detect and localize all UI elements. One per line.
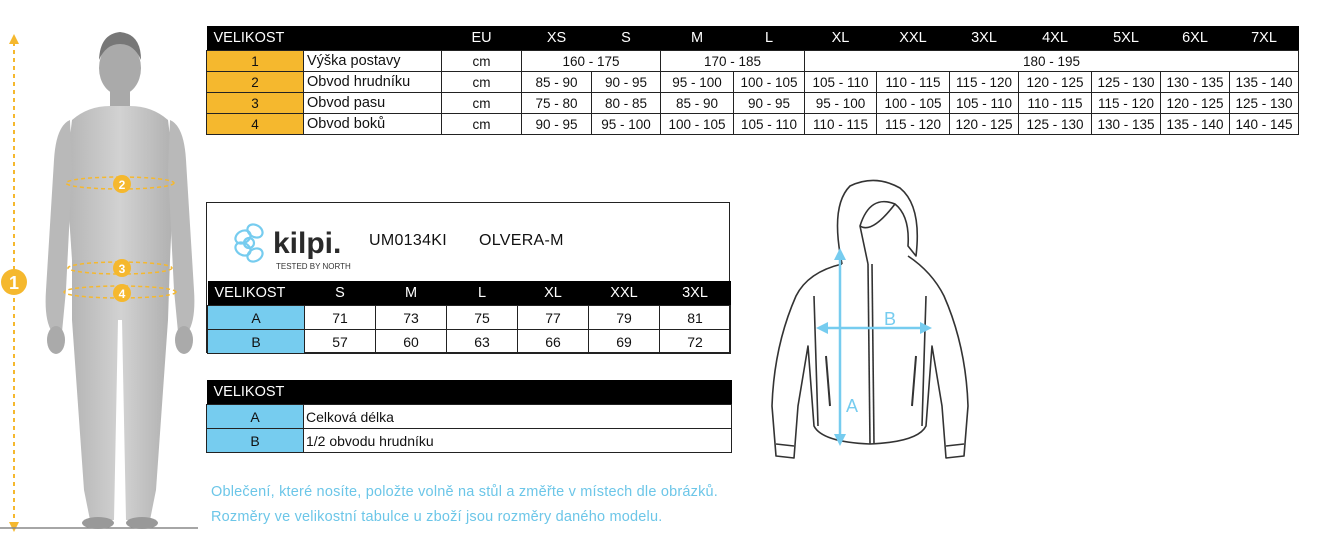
table-cell: 81 [660,306,731,330]
table-cell: 100 - 105 [734,72,805,93]
model-dimensions-note: Rozměry ve velikostní tabulce u zboží jsou rozměry daného modelu. [211,509,663,525]
size-header-velikost: VELIKOST [207,26,442,51]
size-header-xxl: XXL [877,26,950,51]
table-cell: 77 [518,306,589,330]
row-number: 3 [207,93,304,114]
legend-key: A [207,405,304,429]
marker-height: 1 [8,273,20,293]
size-header-eu: EU [442,26,522,51]
table-cell: 105 - 110 [950,93,1019,114]
product-header-xxl: XXL [589,281,660,306]
row-unit: cm [442,114,522,135]
row-label: Obvod boků [304,114,442,135]
product-header [207,203,729,281]
row-number: 1 [207,51,304,72]
table-cell: 75 - 80 [522,93,592,114]
table-cell: 95 - 100 [592,114,661,135]
legend-description: 1/2 obvodu hrudníku [304,429,732,453]
table-cell: 90 - 95 [734,93,805,114]
row-label: Obvod pasu [304,93,442,114]
table-cell: 110 - 115 [877,72,950,93]
table-cell: 120 - 125 [1161,93,1230,114]
size-table-header-row [207,26,1299,51]
table-cell: 80 - 85 [592,93,661,114]
table-row [207,405,732,429]
size-header-3xl: 3XL [950,26,1019,51]
product-measurement-table [207,281,731,354]
table-cell: 63 [447,330,518,354]
size-header-l: L [734,26,805,51]
row-unit: cm [442,93,522,114]
legend-description: Celková délka [304,405,732,429]
table-cell: 95 - 100 [805,93,877,114]
measurement-note: Oblečení, které nosíte, položte volně na stůl a změřte v místech dle obrázků. [211,484,719,500]
product-header-xl: XL [518,281,589,306]
table-cell: 125 - 130 [1019,114,1092,135]
table-cell: 125 - 130 [1092,72,1161,93]
row-key: B [208,330,305,354]
table-cell: 115 - 120 [877,114,950,135]
product-name: OLVERA-M [479,232,564,249]
row-key: A [208,306,305,330]
height-range-m-l: 170 - 185 [661,51,805,72]
product-header-l: L [447,281,518,306]
table-cell: 100 - 105 [661,114,734,135]
table-row [207,429,732,453]
row-number: 2 [207,72,304,93]
row-unit: cm [442,72,522,93]
body-measurement-figure [0,20,205,540]
table-cell: 85 - 90 [661,93,734,114]
table-cell: 120 - 125 [950,114,1019,135]
row-unit: cm [442,51,522,72]
size-header-s: S [592,26,661,51]
table-cell: 120 - 125 [1019,72,1092,93]
height-range-xl-7xl: 180 - 195 [805,51,1299,72]
table-cell: 105 - 110 [805,72,877,93]
table-row [207,72,1299,93]
table-row [207,51,1299,72]
table-cell: 90 - 95 [522,114,592,135]
product-table-header-row [208,281,731,306]
table-cell: 71 [305,306,376,330]
jacket-label-b: B [884,309,897,329]
product-size-box [206,202,730,353]
table-cell: 110 - 115 [1019,93,1092,114]
row-label: Obvod hrudníku [304,72,442,93]
product-code: UM0134KI [369,232,447,249]
row-label: Výška postavy [304,51,442,72]
row-number: 4 [207,114,304,135]
size-header-6xl: 6XL [1161,26,1230,51]
size-header-7xl: 7XL [1230,26,1299,51]
table-cell: 115 - 120 [950,72,1019,93]
table-row [207,114,1299,135]
table-cell: 66 [518,330,589,354]
jacket-illustration [760,176,980,476]
legend-key: B [207,429,304,453]
table-cell: 105 - 110 [734,114,805,135]
table-cell: 115 - 120 [1092,93,1161,114]
table-row [208,330,731,354]
table-cell: 140 - 145 [1230,114,1299,135]
product-header-s: S [305,281,376,306]
table-cell: 72 [660,330,731,354]
table-cell: 57 [305,330,376,354]
table-cell: 60 [376,330,447,354]
size-header-5xl: 5XL [1092,26,1161,51]
product-header-3xl: 3XL [660,281,731,306]
brand-name: kilpi. [273,227,342,260]
table-row [207,93,1299,114]
marker-hips: 4 [118,287,126,301]
size-header-xs: XS [522,26,592,51]
table-cell: 90 - 95 [592,72,661,93]
size-header-m: M [661,26,734,51]
table-cell: 79 [589,306,660,330]
brand-tagline: TESTED BY NORTH [276,262,351,271]
product-header-velikost: VELIKOST [208,281,305,306]
table-cell: 73 [376,306,447,330]
size-header-xl: XL [805,26,877,51]
table-cell: 110 - 115 [805,114,877,135]
marker-chest: 2 [118,178,126,192]
table-cell: 95 - 100 [661,72,734,93]
table-cell: 100 - 105 [877,93,950,114]
table-cell: 125 - 130 [1230,93,1299,114]
table-cell: 69 [589,330,660,354]
table-cell: 130 - 135 [1092,114,1161,135]
table-row [208,306,731,330]
height-range-xs-s: 160 - 175 [522,51,661,72]
marker-waist: 3 [118,262,126,276]
jacket-label-a: A [846,396,859,416]
table-cell: 130 - 135 [1161,72,1230,93]
table-cell: 135 - 140 [1230,72,1299,93]
table-cell: 85 - 90 [522,72,592,93]
kilpi-logo [229,217,359,277]
table-cell: 135 - 140 [1161,114,1230,135]
product-header-m: M [376,281,447,306]
size-chart-table [206,26,1299,135]
legend-header-row [207,380,732,405]
legend-header: VELIKOST [207,380,732,405]
size-header-4xl: 4XL [1019,26,1092,51]
table-cell: 75 [447,306,518,330]
measurement-legend-table [206,380,732,453]
